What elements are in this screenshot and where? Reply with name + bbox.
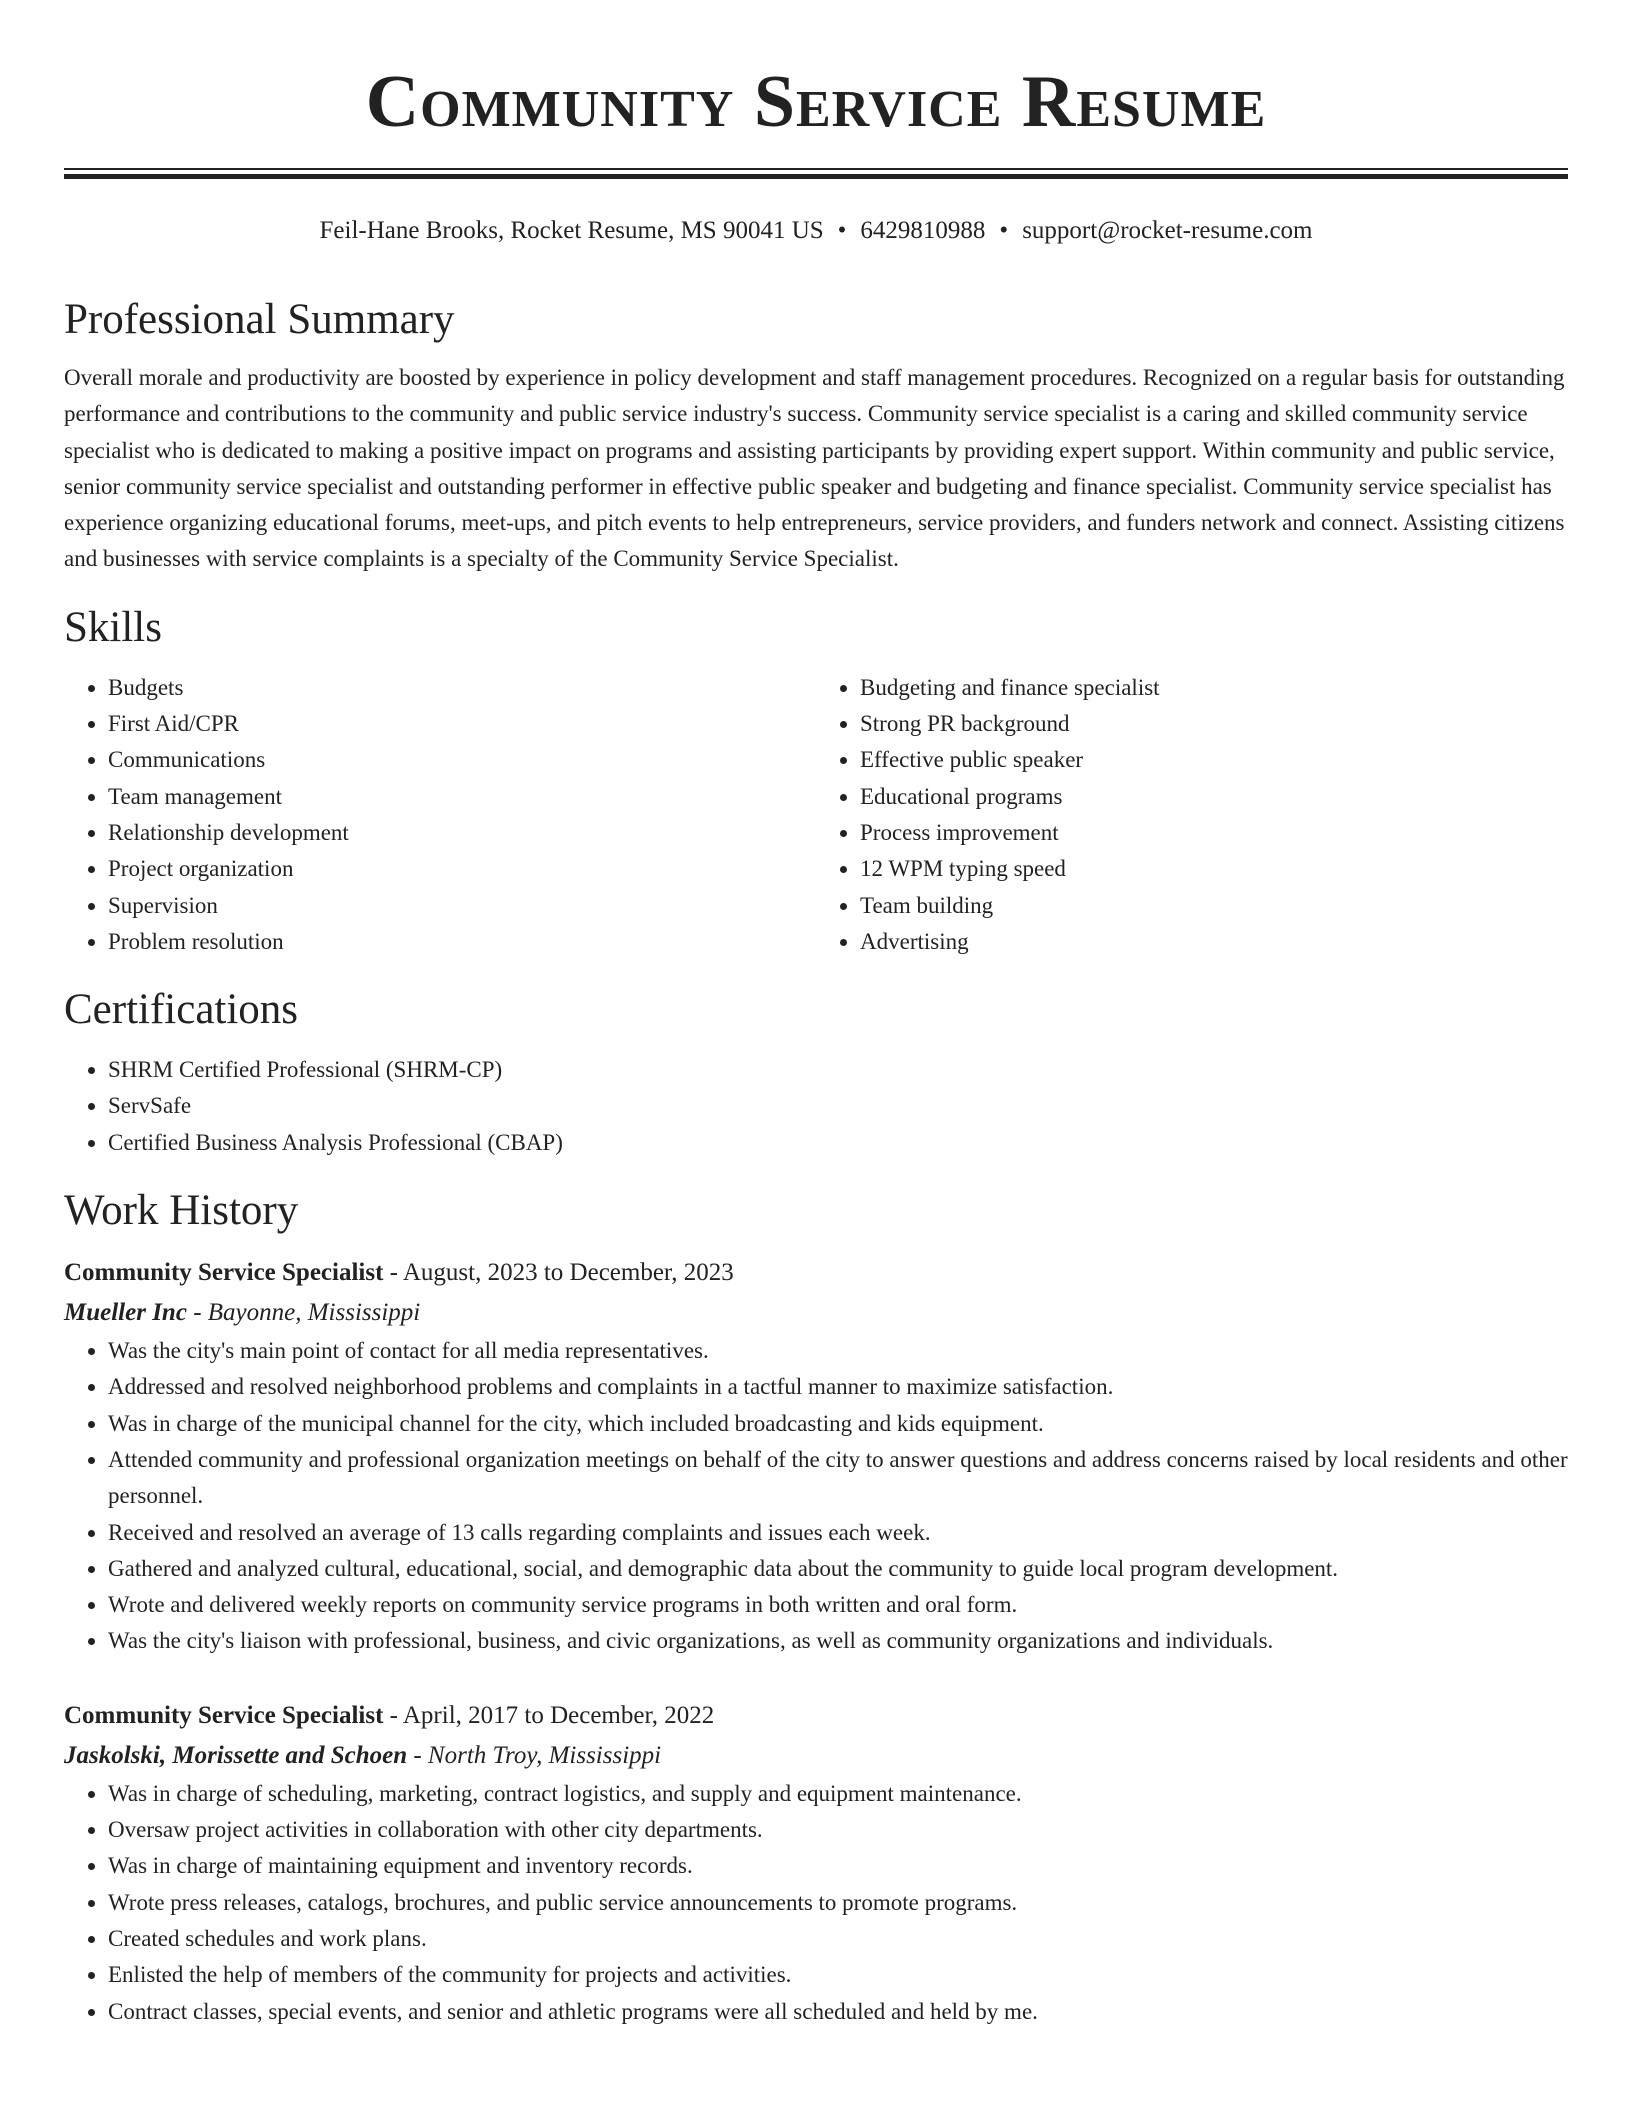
certification-item: • Certified Business Analysis Professional (CBAP) (108, 1125, 1568, 1161)
skill-item: • Team building (860, 888, 1568, 924)
certification-item: • SHRM Certified Professional (SHRM-CP) (108, 1052, 1568, 1088)
skill-item: • Communications (108, 742, 816, 778)
job-company-line (64, 1736, 1568, 1776)
job-title: Community Service Specialist (64, 1259, 384, 1287)
skill-item: • Process improvement (860, 815, 1568, 851)
skill-item: • Project organization (108, 851, 816, 887)
summary-text: Overall morale and productivity are boosted by experience in policy development and staff management procedures. Recognized on a regular basis for outstanding performance and contributions to the community and public service industry's success. Community service specialist is a caring and skilled community service specialist who is dedicated to making a positive impact on programs and assisting participants by providing expert support. Within community and public service, senior community service specialist and outstanding performer in effective public speaker and budgeting and finance specialist. Community service specialist has experience organizing educational forums, meet-ups, and pitch events to help entrepreneurs, service providers, and funders network and connect. Assisting citizens and businesses with service complaints is a specialty of the Community Service Specialist. (64, 365, 1565, 572)
skill-item: • Budgets (108, 670, 816, 706)
job-bullet: • Contract classes, special events, and senior and athletic programs were all scheduled and held by me. (108, 1994, 1568, 2030)
title-divider-thin (64, 168, 1568, 170)
job-bullet: • Attended community and professional organization meetings on behalf of the city to answer questions and address concerns raised by local residents and other personnel. (108, 1442, 1568, 1515)
resume-title: Community Service Resume (365, 61, 1267, 143)
skill-item: • Team management (108, 779, 816, 815)
certifications-heading: Certifications (64, 986, 299, 1034)
work-history-section (64, 1179, 1568, 2030)
summary-heading: Professional Summary (64, 296, 455, 343)
job-bullet: • Oversaw project activities in collaboration with other city departments. (108, 1812, 1568, 1848)
job-bullet: • Wrote press releases, catalogs, brochures, and public service announcements to promote programs. (108, 1885, 1568, 1921)
contact-separator: • (837, 217, 847, 244)
job-dates: - April, 2017 to December, 2022 (383, 1701, 715, 1729)
job-bullets (64, 1776, 1568, 2030)
skill-item: • Educational programs (860, 779, 1568, 815)
job-location: - Bayonne, Mississippi (186, 1299, 421, 1327)
job-bullet: • Addressed and resolved neighborhood problems and complaints in a tactful manner to maximize satisfaction. (108, 1369, 1568, 1405)
skill-item: • Advertising (860, 924, 1568, 960)
contact-separator: • (999, 217, 1009, 244)
skill-item: • Supervision (108, 888, 816, 924)
contact-address: Feil-Hane Brooks, Rocket Resume, MS 90041 US (319, 217, 824, 244)
job-bullet: • Was the city's liaison with professional, business, and civic organizations, as well as community organizations and individuals. (108, 1623, 1568, 1659)
skill-item: • Strong PR background (860, 706, 1568, 742)
contact-line (64, 214, 1568, 248)
job-bullet: • Received and resolved an average of 13 calls regarding complaints and issues each week. (108, 1515, 1568, 1551)
certifications-list (64, 1052, 1568, 1161)
resume-content (64, 288, 1568, 2030)
job-bullet: • Created schedules and work plans. (108, 1921, 1568, 1957)
job-bullet: • Was in charge of the municipal channel for the city, which included broadcasting and kids equipment. (108, 1406, 1568, 1442)
job-bullet: • Wrote and delivered weekly reports on community service programs in both written and oral form. (108, 1587, 1568, 1623)
certification-item: • ServSafe (108, 1088, 1568, 1124)
job-location: - North Troy, Mississippi (407, 1741, 662, 1769)
contact-phone: 6429810988 (860, 217, 986, 244)
job-entry (64, 1253, 1568, 1660)
job-title-line (64, 1696, 1568, 1736)
job-title-line (64, 1253, 1568, 1293)
skill-item: • Budgeting and finance specialist (860, 670, 1568, 706)
job-bullet: • Was in charge of maintaining equipment and inventory records. (108, 1848, 1568, 1884)
skill-item: • First Aid/CPR (108, 706, 816, 742)
summary-section (64, 288, 1568, 578)
certifications-section (64, 978, 1568, 1161)
job-company: Mueller Inc (64, 1299, 187, 1327)
skills-section (64, 596, 1568, 960)
job-entry (64, 1696, 1568, 2030)
resume-page (64, 0, 1568, 2024)
skill-item: • 12 WPM typing speed (860, 851, 1568, 887)
skill-item: • Relationship development (108, 815, 816, 851)
job-bullet: • Gathered and analyzed cultural, educational, social, and demographic data about the community to guide local program development. (108, 1551, 1568, 1587)
job-bullets (64, 1333, 1568, 1660)
job-bullet: • Was in charge of scheduling, marketing, contract logistics, and supply and equipment maintenance. (108, 1776, 1568, 1812)
work-history-heading: Work History (64, 1187, 299, 1235)
title-divider-thick (64, 174, 1568, 179)
skills-list-right (816, 670, 1568, 960)
skill-item: • Problem resolution (108, 924, 816, 960)
job-title: Community Service Specialist (64, 1701, 384, 1729)
skill-item: • Effective public speaker (860, 742, 1568, 778)
job-dates: - August, 2023 to December, 2023 (383, 1259, 734, 1287)
contact-email[interactable]: support@rocket-resume.com (1022, 217, 1313, 244)
skills-heading: Skills (64, 603, 162, 651)
job-bullet: • Was the city's main point of contact for all media representatives. (108, 1333, 1568, 1369)
job-company-line (64, 1293, 1568, 1333)
skills-columns (64, 670, 1568, 960)
job-bullet: • Enlisted the help of members of the community for projects and activities. (108, 1957, 1568, 1993)
skills-list-left (64, 670, 816, 960)
job-company: Jaskolski, Morissette and Schoen (64, 1741, 408, 1769)
